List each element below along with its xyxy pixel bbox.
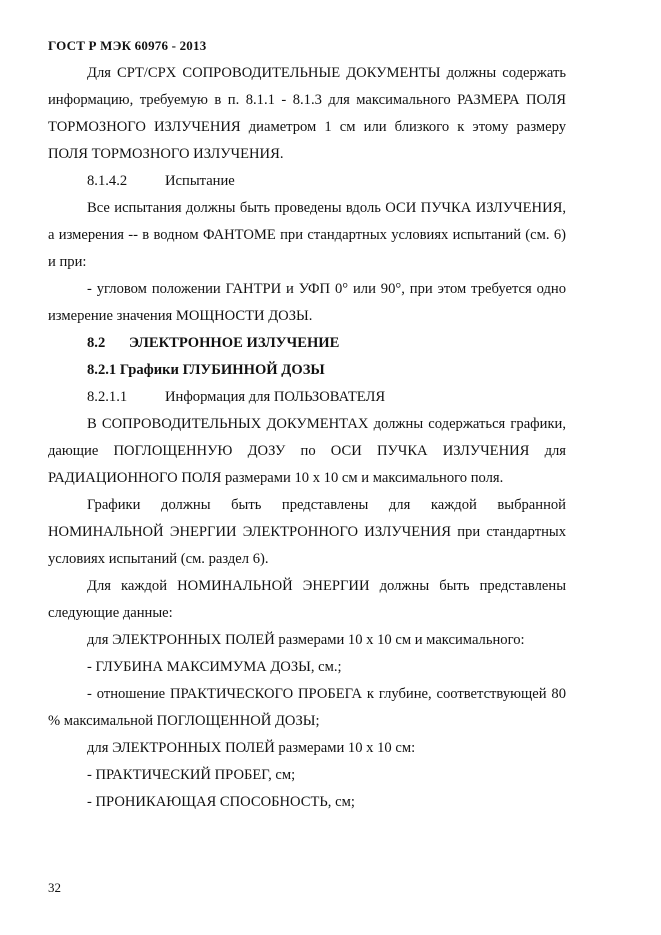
list-item-penetration: - ПРОНИКАЮЩАЯ СПОСОБНОСТЬ, см; xyxy=(87,794,355,810)
list-item-practical-range: - ПРАКТИЧЕСКИЙ ПРОБЕГ, см; xyxy=(87,767,296,783)
section-title: Испытание xyxy=(165,173,235,189)
paragraph-accompanying-docs: В СОПРОВОДИТЕЛЬНЫХ ДОКУМЕНТАХ должны содержаться графики, дающие ПОГЛОЩЕННУЮ ДОЗУ по ОСИ ПУЧКА ИЗЛУЧЕНИЯ для РАДИАЦИОННОГО ПОЛЯ размерами 10 х 10 см и максимального поля. xyxy=(48,416,566,486)
standard-header: ГОСТ Р МЭК 60976 - 2013 xyxy=(48,38,207,53)
list-item-depth-max: - ГЛУБИНА МАКСИМУМА ДОЗЫ, см.; xyxy=(87,659,342,675)
paragraph-fields-10: для ЭЛЕКТРОННЫХ ПОЛЕЙ размерами 10 х 10 см: xyxy=(87,740,416,756)
section-8-2-1-1 xyxy=(48,384,566,411)
paragraph-graphs: Графики должны быть представлены для каждой выбранной НОМИНАЛЬНОЙ ЭНЕРГИИ ЭЛЕКТРОННОГО ИЗЛУЧЕНИЯ при стандартных условиях испытаний (см. раздел 6). xyxy=(48,497,566,567)
paragraph-gantry-position: - угловом положении ГАНТРИ и УФП 0° или 90°, при этом требуется одно измерение значения МОЩНОСТИ ДОЗЫ. xyxy=(48,281,566,324)
list-item-ratio: - отношение ПРАКТИЧЕСКОГО ПРОБЕГА к глубине, соответствующей 80 % максимальной ПОГЛОЩЕННОЙ ДОЗЫ; xyxy=(48,686,566,729)
paragraph-fields-max: для ЭЛЕКТРОННЫХ ПОЛЕЙ размерами 10 х 10 см и максимального: xyxy=(87,632,525,648)
document-body xyxy=(48,60,566,816)
section-number: 8.1.4.2 xyxy=(87,173,128,189)
heading-8-2-1: 8.2.1 Графики ГЛУБИННОЙ ДОЗЫ xyxy=(87,362,325,378)
section-number: 8.2.1.1 xyxy=(87,389,128,405)
paragraph-cpt-documents: Для CPT/CPX СОПРОВОДИТЕЛЬНЫЕ ДОКУМЕНТЫ должны содержать информацию, требуемую в п. 8.1.1 - 8.1.3 для максимального РАЗМЕРА ПОЛЯ ТОРМОЗНОГО ИЗЛУЧЕНИЯ диаметром 1 см или близкого к этому размеру ПОЛЯ ТОРМОЗНОГО ИЗЛУЧЕНИЯ. xyxy=(48,65,566,162)
paragraph-energy-data: Для каждой НОМИНАЛЬНОЙ ЭНЕРГИИ должны быть представлены следующие данные: xyxy=(48,578,566,621)
page-number: 32 xyxy=(48,880,61,895)
heading-8-2 xyxy=(48,330,566,357)
section-8-1-4-2 xyxy=(48,168,566,195)
heading-number: 8.2 xyxy=(87,335,106,351)
section-title: Информация для ПОЛЬЗОВАТЕЛЯ xyxy=(165,389,386,405)
heading-title: ЭЛЕКТРОННОЕ ИЗЛУЧЕНИЕ xyxy=(129,335,340,351)
paragraph-tests: Все испытания должны быть проведены вдоль ОСИ ПУЧКА ИЗЛУЧЕНИЯ, а измерения -- в водном ФАНТОМЕ при стандартных условиях испытаний (см. 6) и при: xyxy=(48,200,566,270)
